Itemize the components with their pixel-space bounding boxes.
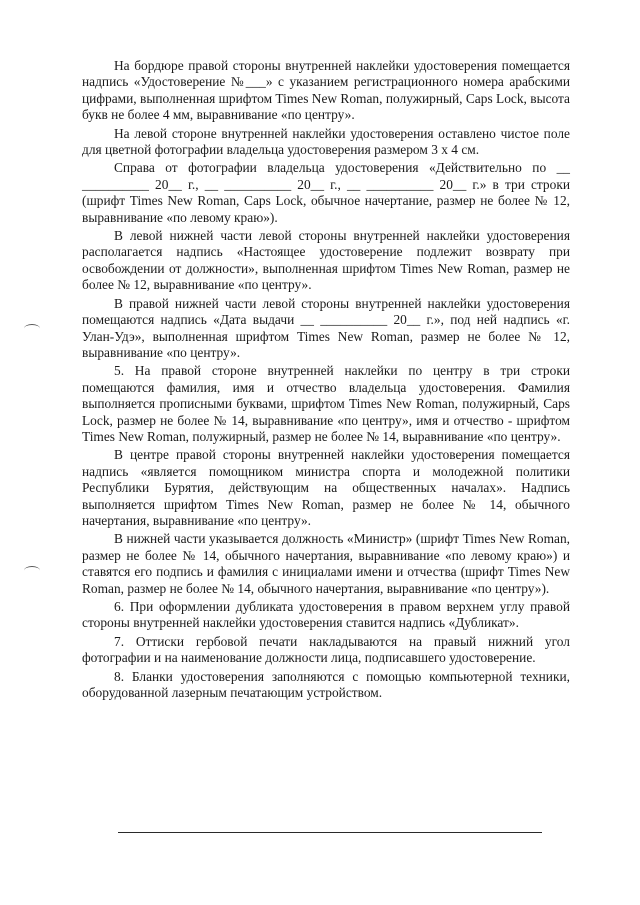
paragraph-minister-signature: В нижней части указывается должность «Министр» (шрифт Times New Roman, размер не более № 14, обычного начертания, выравнивание «по левому краю») и ставятся его подпись и фамилия с инициалами имени и отчества (шрифт Times New Roman, размер не более № 14, обычного начертания, выравнивание «по центру»). — [82, 531, 570, 596]
paragraph-photo-field: На левой стороне внутренней наклейки удостоверения оставлено чистое поле для цветной фотографии владельца удостоверения размером 3 х 4 см. — [82, 125, 570, 158]
paragraph-validity-dates: Справа от фотографии владельца удостоверения «Действительно по __ __________ 20__ г., __ __________ 20__ г., __ __________ 20__ г.» в три строки (шрифт Times New Roman, Caps Lock, обычное начертание, размер не более № 12, выравнивание «по левому краю»). — [82, 160, 570, 225]
document-body — [82, 58, 570, 703]
paragraph-seal: 7. Оттиски гербовой печати накладываются на правый нижний угол фотографии и на наименование должности лица, подписавшего удостоверение. — [82, 633, 570, 666]
paragraph-print-method: 8. Бланки удостоверения заполняются с помощью компьютерной техники, оборудованной лазерным печатающим устройством. — [82, 668, 570, 701]
paragraph-duplicate: 6. При оформлении дубликата удостоверения в правом верхнем углу правой стороны внутренней наклейки удостоверения ставится надпись «Дубликат». — [82, 599, 570, 631]
paragraph-assistant-title: В центре правой стороны внутренней наклейки удостоверения помещается надпись «является помощником министра спорта и молодежной политики Республики Бурятия, действующим на общественных началах». Надпись выполняется шрифтом Times New Roman, размер не более № 14, обычного начертания, выравнивание «по центру». — [82, 447, 570, 528]
paragraph-owner-name: 5. На правой стороне внутренней наклейки по центру в три строки помещаются фамилия, имя и отчество владельца удостоверения. Фамилия выполняется прописными буквами, шрифтом Times New Roman, полужирный, Caps Lock, размер не более № 14, выравнивание «по центру», имя и отчество - шрифтом Times New Roman, полужирный, размер не более № 14, выравнивание «по центру». — [82, 363, 570, 444]
paragraph-issue-date: В правой нижней части левой стороны внутренней наклейки удостоверения помещаются надпись «Дата выдачи __ __________ 20__ г.», под ней надпись «г. Улан-Удэ», выполненная шрифтом Times New Roman, размер не более № 12, выравнивание «по центру». — [82, 295, 570, 360]
bottom-divider-line — [118, 832, 542, 833]
margin-mark — [24, 566, 40, 575]
margin-mark — [24, 324, 40, 333]
paragraph-return-notice: В левой нижней части левой стороны внутренней наклейки удостоверения располагается надпись «Настоящее удостоверение подлежит возврату при освобождении от должности», выполненная шрифтом Times New Roman, размер не более № 12, выравнивание «по центру». — [82, 228, 570, 293]
paragraph-border-title: На бордюре правой стороны внутренней наклейки удостоверения помещается надпись «Удостоверение №___» с указанием регистрационного номера арабскими цифрами, выполненная шрифтом Times New Roman, полужирный, Caps Lock, высота букв не более 4 мм, выравнивание «по центру». — [82, 58, 570, 123]
